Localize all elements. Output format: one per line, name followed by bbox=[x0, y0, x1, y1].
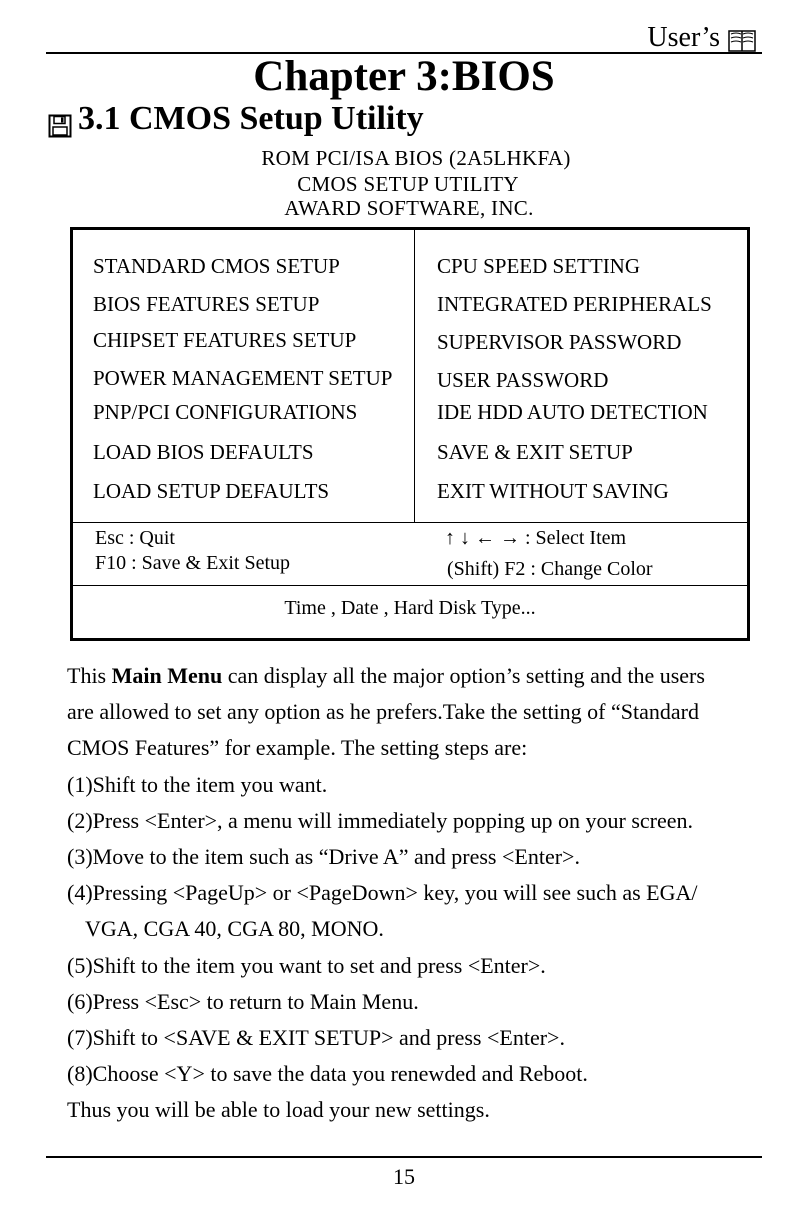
step-item: (3)Move to the item such as “Drive A” and press <Enter>. bbox=[67, 844, 580, 870]
step-item: (7)Shift to <SAVE & EXIT SETUP> and press <Enter>. bbox=[67, 1025, 565, 1051]
f10-save-exit-hint: F10 : Save & Exit Setup bbox=[95, 552, 290, 574]
bios-header-line: AWARD SOFTWARE, INC. bbox=[284, 196, 534, 220]
intro-line: are allowed to set any option as he prefers.Take the setting of “Standard bbox=[67, 699, 699, 725]
step-item-continuation: VGA, CGA 40, CGA 80, MONO. bbox=[85, 916, 384, 942]
menu-item-bios-features-setup[interactable]: BIOS FEATURES SETUP bbox=[93, 292, 320, 316]
menu-item-user-password[interactable]: USER PASSWORD bbox=[437, 368, 609, 392]
bios-main-menu-screen bbox=[70, 227, 750, 641]
menu-item-pnp-pci-configurations[interactable]: PNP/PCI CONFIGURATIONS bbox=[93, 400, 358, 424]
menu-item-ide-hdd-auto-detection[interactable]: IDE HDD AUTO DETECTION bbox=[437, 400, 708, 424]
step-item: (2)Press <Enter>, a menu will immediately popping up on your screen. bbox=[67, 807, 694, 833]
chapter-title: Chapter 3:BIOS bbox=[253, 53, 555, 100]
step-item: (6)Press <Esc> to return to Main Menu. bbox=[67, 988, 419, 1014]
menu-item-load-bios-defaults[interactable]: LOAD BIOS DEFAULTS bbox=[93, 440, 314, 464]
footer-rule bbox=[46, 1156, 762, 1158]
running-header bbox=[647, 22, 756, 54]
menu-item-supervisor-password[interactable]: SUPERVISOR PASSWORD bbox=[437, 330, 682, 354]
intro-text: This bbox=[67, 663, 112, 688]
intro-line: CMOS Features” for example. The setting steps are: bbox=[67, 735, 528, 761]
menu-bottom-divider bbox=[73, 522, 747, 523]
esc-quit-hint: Esc : Quit bbox=[95, 527, 175, 549]
menu-item-integrated-peripherals[interactable]: INTEGRATED PERIPHERALS bbox=[437, 292, 712, 316]
change-color-hint: (Shift) F2 : Change Color bbox=[447, 558, 653, 580]
menu-item-chipset-features-setup[interactable]: CHIPSET FEATURES SETUP bbox=[93, 328, 357, 352]
intro-line bbox=[67, 658, 767, 694]
section-heading bbox=[48, 100, 424, 138]
status-line: Time , Date , Hard Disk Type... bbox=[284, 597, 536, 619]
menu-item-cpu-speed-setting[interactable]: CPU SPEED SETTING bbox=[437, 254, 641, 278]
menu-item-exit-without-saving[interactable]: EXIT WITHOUT SAVING bbox=[437, 479, 669, 503]
menu-item-power-management-setup[interactable]: POWER MANAGEMENT SETUP bbox=[93, 366, 393, 390]
floppy-disk-icon bbox=[48, 109, 72, 133]
intro-text: can display all the major option’s setting and the users bbox=[222, 663, 705, 688]
step-item: (8)Choose <Y> to save the data you renewded and Reboot. bbox=[67, 1061, 588, 1087]
page-number: 15 bbox=[393, 1164, 415, 1189]
bios-header-line: ROM PCI/ISA BIOS (2A5LHKFA) bbox=[261, 146, 571, 170]
step-item: (5)Shift to the item you want to set and press <Enter>. bbox=[67, 952, 546, 978]
body-text bbox=[67, 658, 767, 1129]
menu-item-save-exit-setup[interactable]: SAVE & EXIT SETUP bbox=[437, 440, 633, 464]
main-menu-term: Main Menu bbox=[111, 663, 223, 688]
help-bottom-divider bbox=[73, 585, 747, 586]
menu-column-divider bbox=[414, 230, 415, 522]
header-label: User’s bbox=[647, 22, 720, 53]
step-item: (4)Pressing <PageUp> or <PageDown> key, you will see such as EGA/ bbox=[67, 880, 698, 906]
closing-line: Thus you will be able to load your new settings. bbox=[67, 1097, 490, 1123]
select-item-hint: ↑ ↓ ← → : Select Item bbox=[445, 527, 627, 549]
section-title: 3.1 CMOS Setup Utility bbox=[78, 100, 424, 137]
menu-item-load-setup-defaults[interactable]: LOAD SETUP DEFAULTS bbox=[93, 479, 330, 503]
step-item: (1)Shift to the item you want. bbox=[67, 771, 328, 797]
bios-header-line: CMOS SETUP UTILITY bbox=[297, 172, 519, 196]
menu-item-standard-cmos-setup[interactable]: STANDARD CMOS SETUP bbox=[93, 254, 340, 278]
book-icon bbox=[728, 28, 756, 50]
